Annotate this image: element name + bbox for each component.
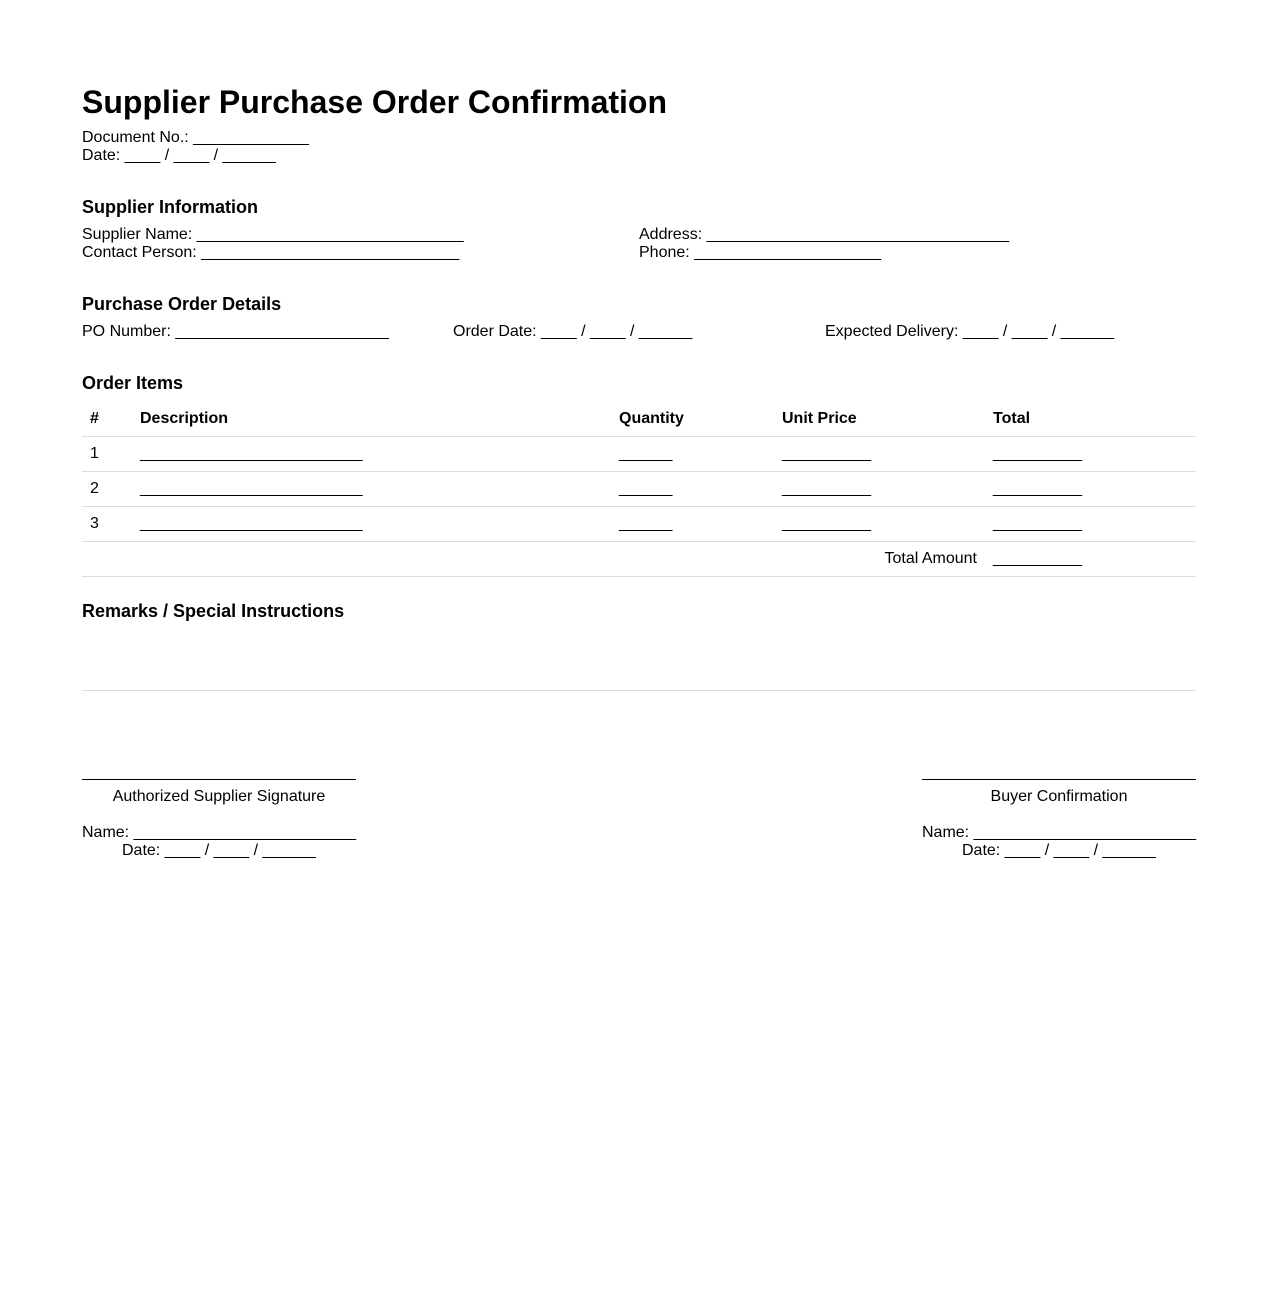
quantity-field[interactable]: ______ (619, 515, 673, 532)
order-items-heading: Order Items (82, 373, 184, 393)
order-date-field[interactable]: Order Date: ____ / ____ / ______ (453, 323, 693, 340)
supplier-signer-name-field[interactable]: Name: _________________________ (82, 824, 357, 841)
buyer-sign-date-field[interactable]: Date: ____ / ____ / ______ (962, 842, 1156, 859)
total-amount-field[interactable]: __________ (993, 550, 1082, 567)
supplier-signature-line[interactable] (82, 779, 356, 780)
remarks-area[interactable] (82, 630, 1196, 688)
description-field[interactable]: _________________________ (140, 445, 363, 462)
quantity-field[interactable]: ______ (619, 445, 673, 462)
row-number: 2 (90, 480, 99, 497)
column-header-number: # (90, 410, 99, 427)
buyer-name-field[interactable]: Name: _________________________ (922, 824, 1197, 841)
supplier-sign-date-field[interactable]: Date: ____ / ____ / ______ (122, 842, 316, 859)
row-divider (82, 471, 1196, 472)
description-field[interactable]: _________________________ (140, 480, 363, 497)
document-number-field[interactable]: Document No.: _____________ (82, 129, 309, 146)
column-header-quantity: Quantity (619, 410, 684, 427)
document-date-field[interactable]: Date: ____ / ____ / ______ (82, 147, 276, 164)
quantity-field[interactable]: ______ (619, 480, 673, 497)
column-header-description: Description (140, 410, 229, 427)
description-field[interactable]: _________________________ (140, 515, 363, 532)
unit-price-field[interactable]: __________ (782, 445, 871, 462)
unit-price-field[interactable]: __________ (782, 515, 871, 532)
po-section-heading: Purchase Order Details (82, 294, 282, 314)
unit-price-field[interactable]: __________ (782, 480, 871, 497)
column-header-total: Total (993, 410, 1031, 427)
supplier-signature-label: Authorized Supplier Signature (112, 788, 326, 805)
total-amount-label: Total Amount (884, 550, 977, 567)
table-header-divider (82, 436, 1196, 437)
remarks-heading: Remarks / Special Instructions (82, 601, 345, 621)
total-divider (82, 576, 1196, 577)
phone-field[interactable]: Phone: _____________________ (639, 244, 882, 261)
row-divider (82, 541, 1196, 542)
buyer-signature-line[interactable] (922, 779, 1196, 780)
row-divider (82, 506, 1196, 507)
contact-person-field[interactable]: Contact Person: _____________________________ (82, 244, 460, 261)
supplier-section-heading: Supplier Information (82, 197, 259, 217)
buyer-confirmation-label: Buyer Confirmation (990, 788, 1128, 805)
expected-delivery-field[interactable]: Expected Delivery: ____ / ____ / ______ (825, 323, 1115, 340)
row-total-field[interactable]: __________ (993, 515, 1082, 532)
po-number-field[interactable]: PO Number: ________________________ (82, 323, 389, 340)
row-total-field[interactable]: __________ (993, 445, 1082, 462)
column-header-unit-price: Unit Price (782, 410, 857, 427)
page-title: Supplier Purchase Order Confirmation (82, 84, 667, 120)
row-number: 1 (90, 445, 99, 462)
row-number: 3 (90, 515, 99, 532)
row-total-field[interactable]: __________ (993, 480, 1082, 497)
address-field[interactable]: Address: __________________________________ (639, 226, 1010, 243)
remarks-divider (82, 690, 1196, 691)
supplier-name-field[interactable]: Supplier Name: ______________________________ (82, 226, 464, 243)
